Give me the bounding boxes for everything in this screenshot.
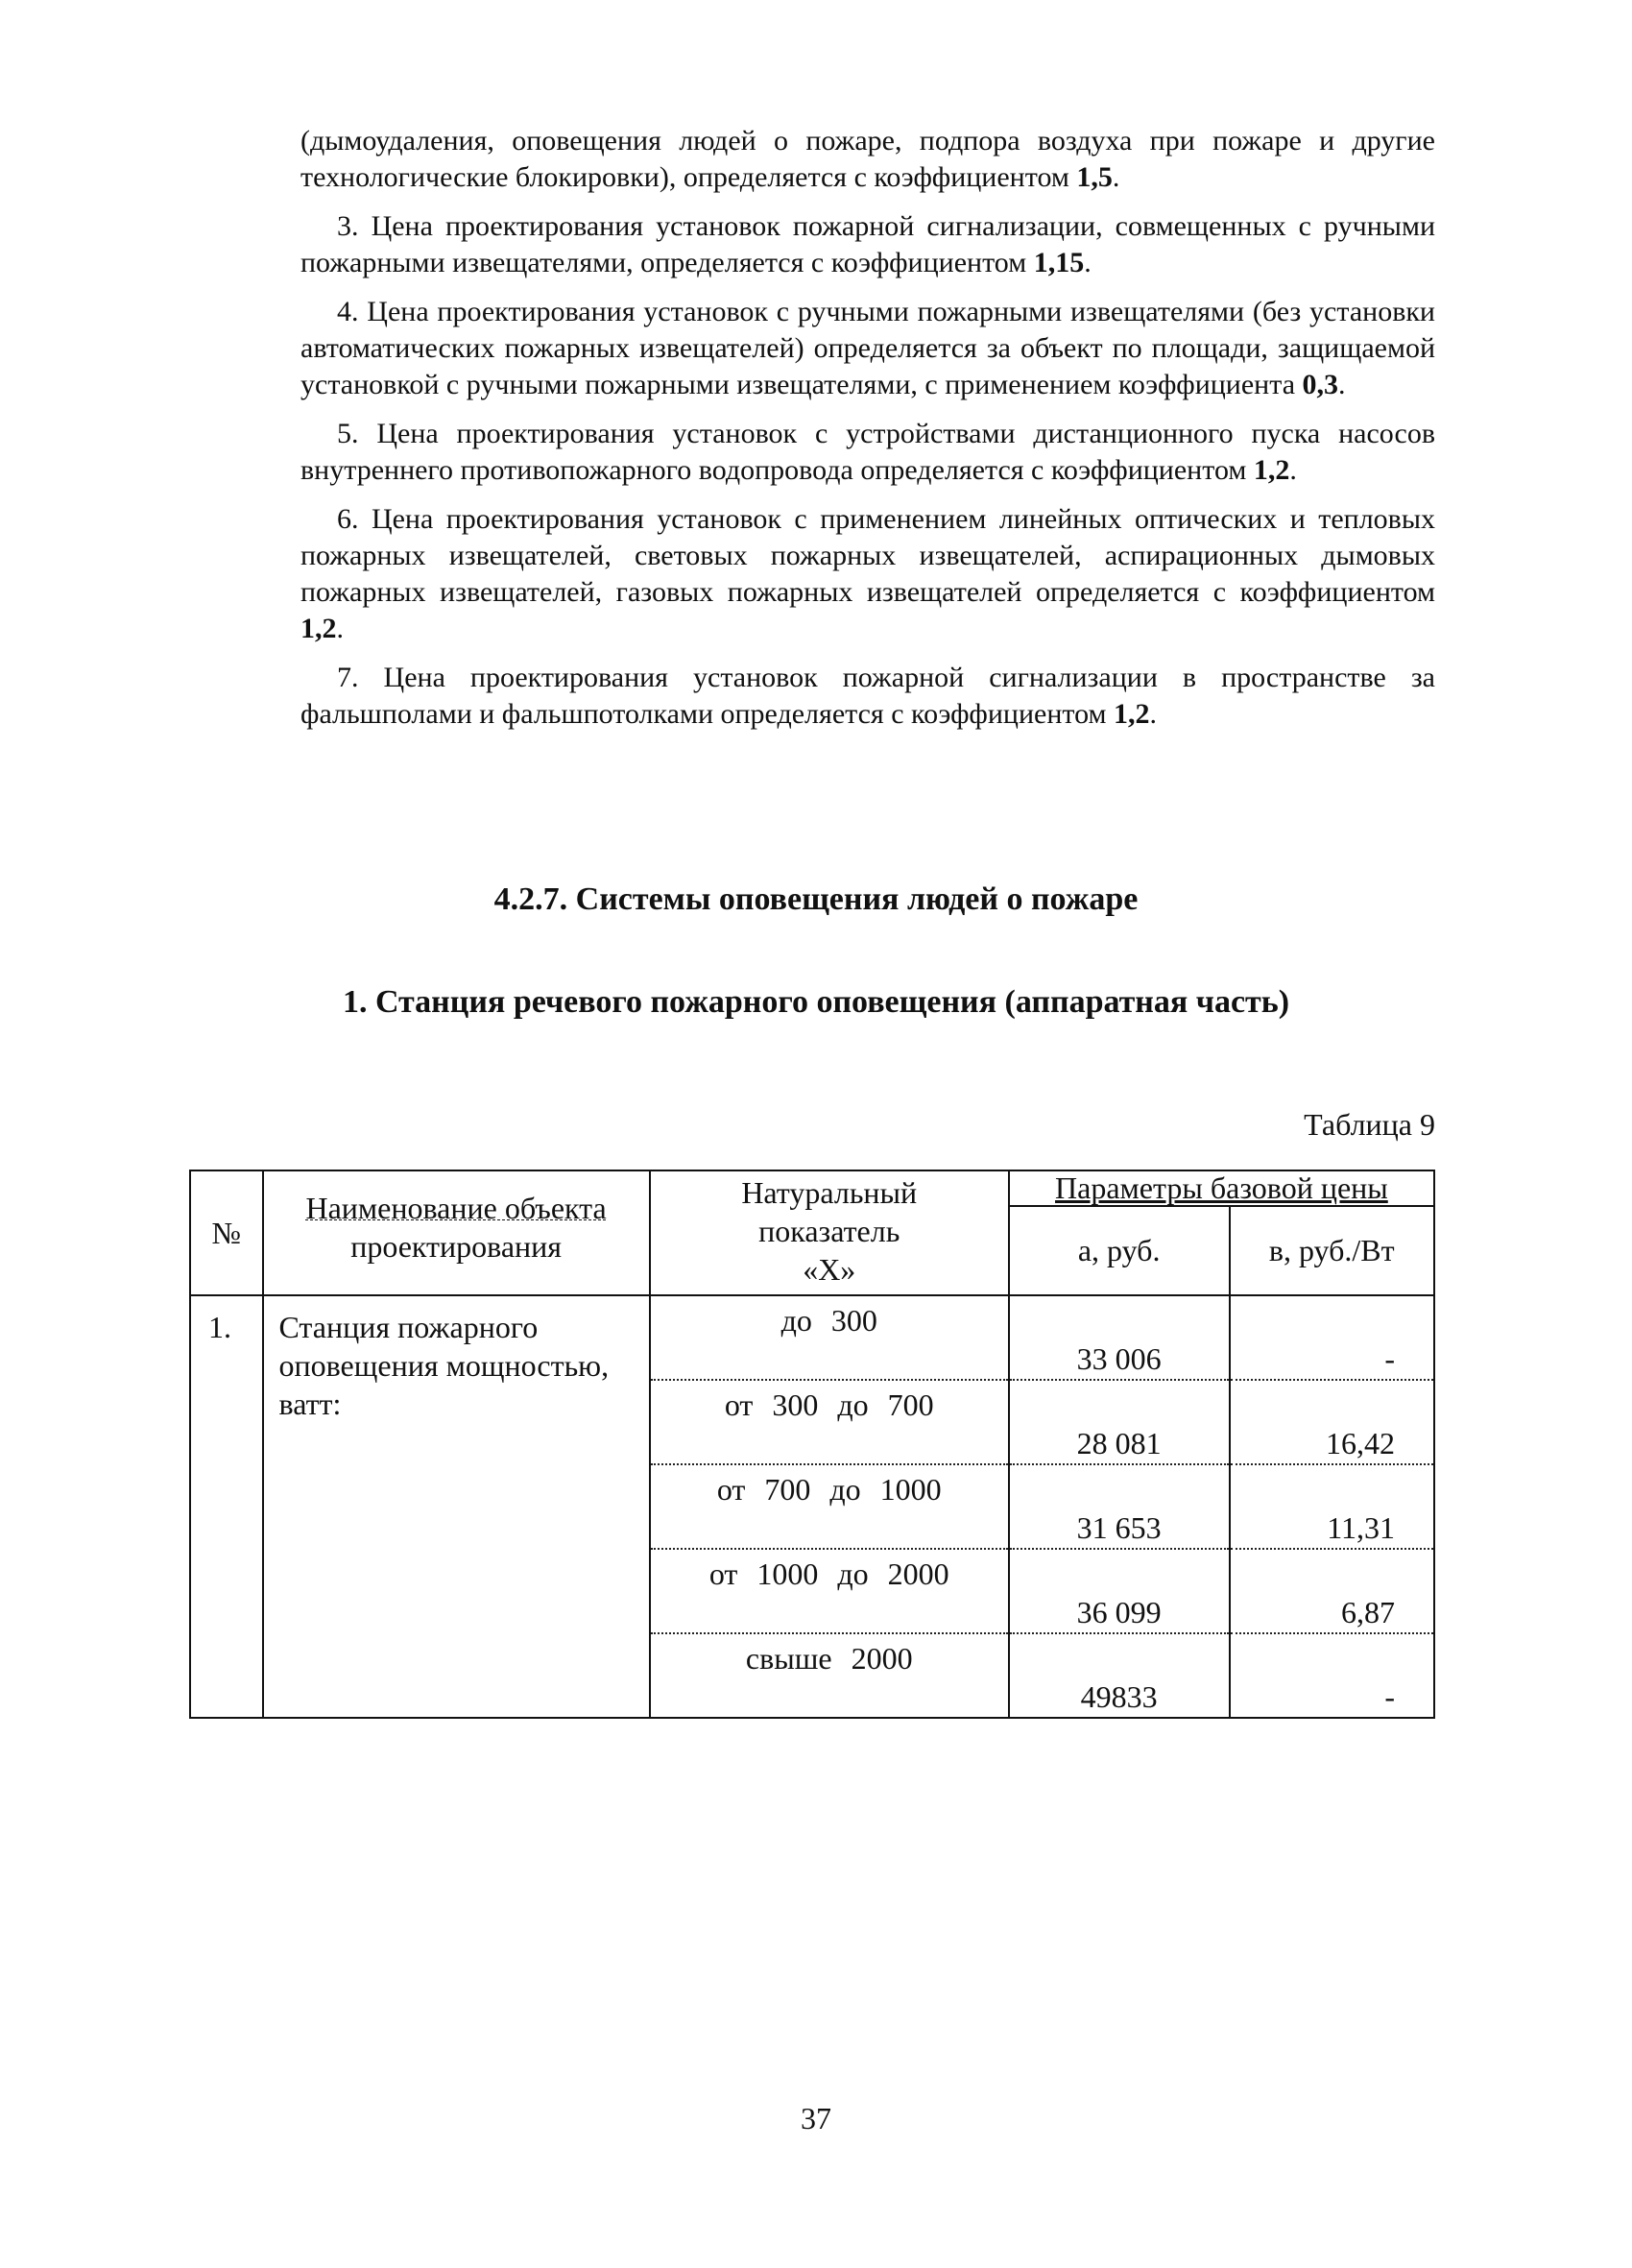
cell-x: от 300 до 700 xyxy=(650,1380,1009,1464)
paragraph: 5. Цена проектирования установок с устройствами дистанционного пуска насосов внутреннего противопожарного водопровода определяется с коэффициентом 1,2. xyxy=(300,418,1435,486)
header-b: в, руб./Вт xyxy=(1230,1206,1435,1295)
table-row xyxy=(190,1295,1434,1380)
header-a: а, руб. xyxy=(1009,1206,1230,1295)
cell-a: 33 006 xyxy=(1009,1295,1230,1380)
price-table xyxy=(189,1170,1435,1719)
subsection-title: 1. Станция речевого пожарного оповещения (аппаратная часть) xyxy=(342,984,1290,1020)
row-number: 1. xyxy=(190,1295,263,1718)
paragraph: 7. Цена проектирования установок пожарной сигнализации в пространстве за фальшполами и фальшпотолками определяется с коэффициентом 1,2. xyxy=(300,662,1435,730)
paragraph: 3. Цена проектирования установок пожарной сигнализации, совмещенных с ручными пожарными извещателями, определяется с коэффициентом 1,15. xyxy=(300,210,1435,278)
paragraph: (дымоудаления, оповещения людей о пожаре, подпора воздуха при пожаре и другие технологические блокировки), определяется с коэффициентом 1,5. xyxy=(300,125,1435,193)
cell-x: от 700 до 1000 xyxy=(650,1464,1009,1549)
header-base-price-params: Параметры базовой цены xyxy=(1009,1170,1434,1206)
cell-a: 36 099 xyxy=(1009,1549,1230,1633)
paragraph: 4. Цена проектирования установок с ручными пожарными извещателями (без установки автоматических пожарных извещателей) определяется за объект по площади, защищаемой установкой с ручными пожарными извещателями, с применением коэффициента 0,3. xyxy=(300,296,1435,400)
cell-b: 11,31 xyxy=(1230,1464,1435,1549)
cell-b: - xyxy=(1230,1633,1435,1718)
cell-x: от 1000 до 2000 xyxy=(650,1549,1009,1633)
cell-a: 28 081 xyxy=(1009,1380,1230,1464)
body-text xyxy=(300,123,1435,745)
cell-b: 6,87 xyxy=(1230,1549,1435,1633)
cell-x: до 300 xyxy=(650,1295,1009,1380)
header-natural-indicator: Натуральный показатель «X» xyxy=(650,1170,1009,1295)
table-header-row xyxy=(190,1170,1434,1206)
page-number: 37 xyxy=(801,2101,831,2135)
cell-x: свыше 2000 xyxy=(650,1633,1009,1718)
table-label: Таблица 9 xyxy=(1304,1107,1435,1142)
cell-a: 49833 xyxy=(1009,1633,1230,1718)
cell-b: - xyxy=(1230,1295,1435,1380)
paragraph: 6. Цена проектирования установок с применением линейных оптических и тепловых пожарных извещателей, световых пожарных извещателей, аспирационных дымовых пожарных извещателей, газовых пожарных извещателей определяется с коэффициентом 1,2. xyxy=(300,503,1435,644)
header-name: Наименование объекта проектирования xyxy=(263,1170,650,1295)
row-object-name: Станция пожарного оповещения мощностью, ватт: xyxy=(263,1295,650,1718)
cell-a: 31 653 xyxy=(1009,1464,1230,1549)
cell-b: 16,42 xyxy=(1230,1380,1435,1464)
section-title: 4.2.7. Системы оповещения людей о пожаре xyxy=(493,881,1139,917)
header-no: № xyxy=(190,1170,263,1295)
